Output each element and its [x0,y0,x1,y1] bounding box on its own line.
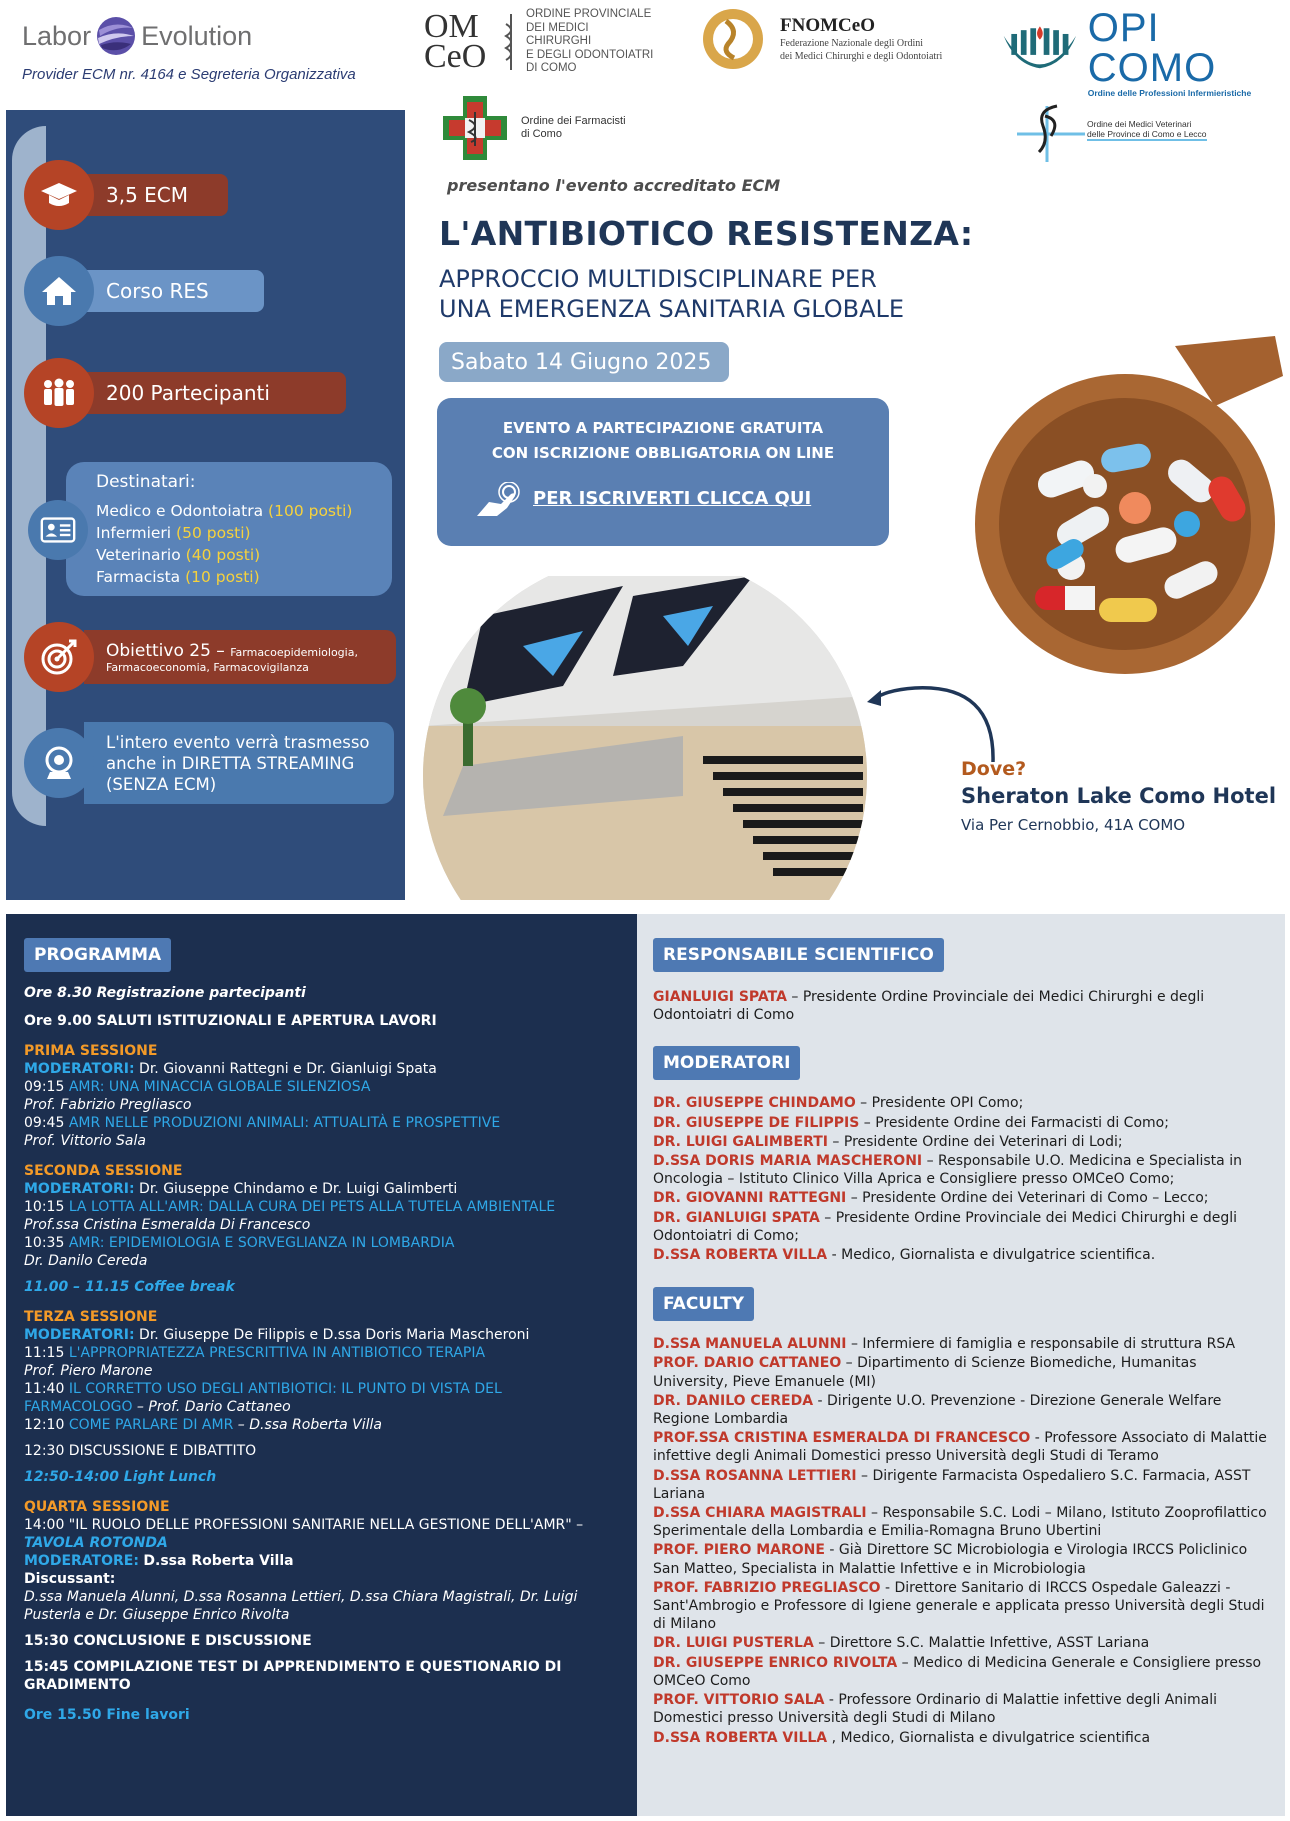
people-icon [24,358,94,428]
event-subtitle [439,264,904,324]
streaming-badge [24,722,394,804]
person-name: PROF. VITTORIO SALA [653,1692,825,1709]
conference-hall-image [423,576,867,900]
program-opening: Ore 9.00 SALUTI ISTITUZIONALI E APERTURA LAVORI [24,1013,437,1029]
faculty-tag: FACULTY [653,1287,754,1321]
person-entry [653,1133,1275,1151]
home-icon [24,256,94,326]
venue-name: Sheraton Lake Como Hotel [961,784,1277,808]
person-role: – Direttore S.C. Malattie Infettive, ASST Lariana [813,1635,1150,1652]
program-talk: 10:35 AMR: EPIDEMIOLOGIA E SORVEGLIANZA IN LOMBARDIA [24,1235,455,1251]
event-subtitle-line: APPROCCIO MULTIDISCIPLINARE PER [439,265,877,293]
person-entry [653,1579,1275,1634]
session-title: SECONDA SESSIONE [24,1163,183,1179]
event-hero [405,110,1285,900]
streaming-line: (SENZA ECM) [106,774,217,794]
person-role: – Medico di Medicina Generale e Consigliere presso OMCeO Como [653,1654,1262,1689]
person-role: , Medico, Giornalista e divulgatrice scientifica [827,1729,1151,1746]
veterinari-line: Ordine dei Medici Veterinari [1087,119,1192,129]
ecm-label: 3,5 ECM [84,174,228,216]
fnomceo-sub-line: Federazione Nazionale degli Ordini [780,38,923,49]
program-talk: 11:40 IL CORRETTO USO DEGLI ANTIBIOTICI: IL PUNTO DI VISTA DEL [24,1381,502,1397]
program-test: 15:45 COMPILAZIONE TEST DI APPRENDIMENTO E QUESTIONARIO DI [24,1659,562,1675]
talk-speaker: Prof. Piero Marone [24,1363,153,1379]
session-moderators: MODERATORI: Dr. Giuseppe Chindamo e Dr. Luigi Galimberti [24,1181,458,1197]
person-role: - Già Direttore SC Microbiologia e Virologia IRCCS Policlinico San Matteo, Specialista in Malattie Infettive e in Microbiologia [653,1542,1248,1577]
program-closing: 15:30 CONCLUSIONE E DISCUSSIONE [24,1633,312,1649]
opi-como-logo [998,8,1290,98]
person-entry [653,1246,1275,1264]
program-talk: 10:15 LA LOTTA ALL'AMR: DALLA CURA DEI PETS ALLA TUTELA AMBIENTALE [24,1199,556,1215]
participants-badge [24,358,346,428]
person-name: PROF. FABRIZIO PREGLIASCO [653,1579,881,1596]
omceo-line: ORDINE PROVINCIALE [526,8,652,20]
person-entry [653,1429,1275,1465]
person-name: D.SSA DORIS MARIA MASCHERONI [653,1153,923,1170]
person-name: DR. GIOVANNI RATTEGNI [653,1190,847,1207]
person-role: – Dirigente Farmacista Ospedaliero S.C. Farmacia, ASST Lariana [653,1467,1251,1502]
person-entry [653,1189,1275,1207]
program-talk: 14:00 "IL RUOLO DELLE PROFESSIONI SANITARIE NELLA GESTIONE DELL'AMR" – [24,1517,584,1533]
person-entry [653,1504,1275,1540]
person-name: PROF. DARIO CATTANEO [653,1355,842,1372]
recipient-seats: (50 posti) [176,524,251,542]
program-list [24,984,619,1724]
moderators-list [653,1094,1275,1264]
webcam-icon [24,728,94,798]
person-role: – Presidente Ordine dei Veterinari di Como – Lecco; [846,1190,1209,1207]
venue-question: Dove? [961,758,1027,780]
person-role: - Dirigente U.O. Prevenzione - Direzione Generale Welfare Regione Lombardia [653,1392,1222,1428]
streaming-line: anche in DIRETTA STREAMING [106,753,355,773]
program-end: Ore 15.50 Fine lavori [24,1707,190,1723]
session-moderators: MODERATORI: Dr. Giuseppe De Filippis e D.ssa Doris Maria Mascheroni [24,1327,530,1343]
objective-badge [24,622,396,692]
recipient-row [96,500,380,522]
curved-arrow-icon [845,676,1005,766]
session-title: PRIMA SESSIONE [24,1043,158,1059]
fnomceo-sub [780,37,960,63]
person-entry [653,1729,1275,1747]
info-sidebar [6,110,405,900]
person-entry [653,1094,1275,1112]
round-table: TAVOLA ROTONDA [24,1535,168,1551]
program-discussion: 12:30 DISCUSSIONE E DIBATTITO [24,1443,257,1459]
target-icon [24,622,94,692]
presents-text: presentano l'evento accreditato ECM [447,176,781,195]
coffee-break: 11.00 – 11.15 Coffee break [24,1279,235,1295]
person-name: D.SSA ROBERTA VILLA [653,1729,828,1746]
recipient-seats: (10 posti) [185,568,260,586]
recipients-box [66,462,392,596]
opi-sub: Ordine delle Professioni Infermieristiche [1087,88,1252,98]
omceo-mark-top: OM [424,7,479,45]
person-name: DR. GIANLUIGI SPATA [653,1209,820,1226]
venue-address: Via Per Cernobbio, 41A COMO [961,816,1186,834]
registration-line: EVENTO A PARTECIPAZIONE GRATUITA [502,419,824,437]
objective-main: Obiettivo 25 – [106,640,225,661]
person-role: – Responsabile U.O. Medicina e Specialista in Oncologia – Istituto Clinico Villa Aprica e Consigliere presso OMCeO Como; [653,1153,1242,1188]
objective-sub: Farmacoeconomia, Farmacovigilanza [106,660,309,674]
provider-text: Provider ECM nr. 4164 e Segreteria Organizzativa [22,66,356,83]
event-date: Sabato 14 Giugno 2025 [439,342,729,382]
streaming-line: L'intero evento verrà trasmesso [106,732,370,752]
session-title: QUARTA SESSIONE [24,1499,170,1515]
person-entry [653,1691,1275,1727]
fnomceo-sub-line: dei Medici Chirurghi e degli Odontoiatri [780,51,943,62]
person-role: – Responsabile S.C. Lodi – Milano, Istituto Zooprofilattico Sperimentale della Lombardia e Emilia-Romagna Bruno Ubertini [653,1505,1267,1540]
session-moderators: MODERATORE: D.ssa Roberta Villa [24,1553,294,1569]
scientific-lead-tag: RESPONSABILE SCIENTIFICO [653,938,944,972]
recipient-row [96,566,380,588]
recipient-label: Farmacista [96,568,181,586]
fnomceo-emblem-icon [696,6,770,72]
person-role: – Presidente Ordine Provinciale dei Medici Chirurghi e degli Odontoiatri di Como; [653,1209,1238,1244]
recipient-label: Veterinario [96,546,181,564]
opi-title: OPI COMO [1087,6,1217,90]
program-talk: 11:15 L'APPROPRIATEZZA PRESCRITTIVA IN ANTIBIOTICO TERAPIA [24,1345,486,1361]
omceo-line: E DEGLI ODONTOIATRI [526,48,654,61]
moderators-tag: MODERATORI [653,1046,800,1080]
person-name: D.SSA MANUELA ALUNNI [653,1336,847,1353]
graduation-cap-icon [24,160,94,230]
discussants-line: D.ssa Manuela Alunni, D.ssa Rosanna Lettieri, D.ssa Chiara Magistrali, Dr. Luigi [24,1589,578,1605]
program-talk: 12:10 COME PARLARE DI AMR – D.ssa Roberta Villa [24,1417,382,1433]
person-name: D.SSA CHIARA MAGISTRALI [653,1505,867,1522]
ecm-badge [24,160,228,230]
course-label: Corso RES [84,270,264,312]
click-hand-icon [471,482,521,522]
person-name: D.SSA ROBERTA VILLA [653,1247,828,1264]
recipient-label: Medico e Odontoiatra [96,502,264,520]
program-panel [6,914,637,1816]
recipients-title: Destinatari: [96,472,196,492]
lunch-break: 12:50-14:00 Light Lunch [24,1469,217,1485]
farmacisti-logo [441,94,626,162]
person-entry [653,1209,1275,1245]
talk-speaker: Prof. Vittorio Sala [24,1133,146,1149]
recipient-seats: (40 posti) [185,546,261,564]
person-role: - Medico, Giornalista e divulgatrice scientifica. [827,1247,1156,1264]
person-entry [653,1541,1275,1577]
program-tag: PROGRAMMA [24,938,171,972]
person-role: - Professore Ordinario di Malattie infettive degli Animali Domestici presso Università degli Studi di Milano [653,1692,1217,1727]
pills-bowl-image [975,336,1283,692]
person-role: - Direttore Sanitario di IRCCS Ospedale Galeazzi - Sant'Ambrogio e Professore di Igiene generale e applicata presso Università degli Studi di Milano [653,1579,1265,1633]
omceo-logo [424,8,656,76]
person-name: DR. GIUSEPPE ENRICO RIVOLTA [653,1654,898,1671]
event-title: L'ANTIBIOTICO RESISTENZA: [439,214,974,253]
person-role: – Presidente OPI Como; [855,1095,1024,1112]
person-name: DR. GIUSEPPE DE FILIPPIS [653,1114,860,1131]
recipient-label: Infermieri [96,524,172,542]
scientific-lead: GIANLUIGI SPATA – Presidente Ordine Provinciale dei Medici Chirurghi e degli Odontoiatri di Como [653,989,1205,1024]
registration-line: CON ISCRIZIONE OBBLIGATORIA ON LINE [491,444,835,462]
person-name: PROF.SSA CRISTINA ESMERALDA DI FRANCESCO [653,1430,1031,1447]
veterinari-logo [1017,96,1207,164]
talk-speaker: Prof. Fabrizio Pregliasco [24,1097,192,1113]
id-card-icon [28,500,88,560]
person-entry [653,1467,1275,1503]
person-name: D.SSA ROSANNA LETTIERI [653,1467,857,1484]
person-name: DR. DANILO CEREDA [653,1392,814,1409]
labor-evolution-logo [22,14,252,58]
program-test: GRADIMENTO [24,1677,131,1693]
person-entry [653,1634,1275,1652]
omceo-line: DI COMO [526,62,577,74]
recipient-row [96,544,380,566]
session-moderators: MODERATORI: Dr. Giovanni Rattegni e Dr. Gianluigi Spata [24,1061,437,1077]
person-name: DR. LUIGI PUSTERLA [653,1635,814,1652]
session-title: TERZA SESSIONE [24,1309,158,1325]
sidebar-rail [12,126,46,826]
veterinari-line: delle Province di Como e Lecco [1087,129,1207,139]
participants-label: 200 Partecipanti [84,372,346,414]
logo-word-labor: Labor [22,20,92,51]
objective-detail: Farmacoepidemiologia, [230,645,358,659]
person-name: DR. LUIGI GALIMBERTI [653,1133,828,1150]
people-panel [637,914,1285,1816]
person-entry [653,1152,1275,1188]
person-entry [653,1354,1275,1390]
logo-word-evolution: Evolution [141,20,253,51]
person-entry [653,1654,1275,1690]
register-link[interactable]: PER ISCRIVERTI CLICCA QUI [533,488,812,509]
program-talk: 09:15 AMR: UNA MINACCIA GLOBALE SILENZIOSA [24,1079,371,1095]
veterinary-emblem-icon [1017,96,1085,164]
program-talk: FARMACOLOGO – Prof. Dario Cattaneo [24,1399,291,1415]
farmacisti-line: Ordine dei Farmacisti [521,115,626,127]
person-role: – Dipartimento di Scienze Biomediche, Humanitas University, Pieve Emanuele (MI) [653,1355,1197,1390]
person-entry [653,1335,1275,1353]
fnomceo-logo [696,6,960,72]
person-entry [653,1392,1275,1428]
talk-speaker: Prof.ssa Cristina Esmeralda Di Francesco [24,1217,311,1233]
omceo-mark-bottom: CeO [424,37,487,75]
opi-hands-icon [998,25,1082,81]
swirl-icon [94,14,138,58]
program-registration: Ore 8.30 Registrazione partecipanti [24,985,306,1001]
person-role: – Presidente Ordine dei Veterinari di Lodi; [827,1133,1123,1150]
person-role: – Presidente Ordine dei Farmacisti di Como; [859,1114,1169,1131]
program-talk: 09:45 AMR NELLE PRODUZIONI ANIMALI: ATTUALITÀ E PROSPETTIVE [24,1115,501,1131]
pharmacy-cross-icon [441,94,509,162]
faculty-list [653,1335,1275,1746]
person-role: - Professore Associato di Malattie infettive degli Animali Domestici presso Università degli Studi di Teramo [653,1430,1267,1465]
event-subtitle-line: UNA EMERGENZA SANITARIA GLOBALE [439,295,905,323]
recipient-row [96,522,380,544]
person-role: – Infermiere di famiglia e responsabile di struttura RSA [846,1336,1236,1353]
caduceus-icon [502,12,520,72]
header [0,0,1290,110]
recipient-seats: (100 posti) [268,502,353,520]
fnomceo-title: FNOMCeO [780,15,875,36]
discussants-line: Pusterla e Dr. Giuseppe Enrico Rivolta [24,1607,290,1623]
person-name: PROF. PIERO MARONE [653,1542,825,1559]
discussants-label: Discussant: [24,1571,116,1587]
talk-speaker: Dr. Danilo Cereda [24,1253,148,1269]
omceo-line: DEI MEDICI CHIRURGHI [526,21,592,47]
person-name: DR. GIUSEPPE CHINDAMO [653,1095,856,1112]
person-entry [653,1114,1275,1132]
registration-box [437,398,889,546]
farmacisti-line: di Como [521,128,562,140]
course-badge [24,256,264,326]
